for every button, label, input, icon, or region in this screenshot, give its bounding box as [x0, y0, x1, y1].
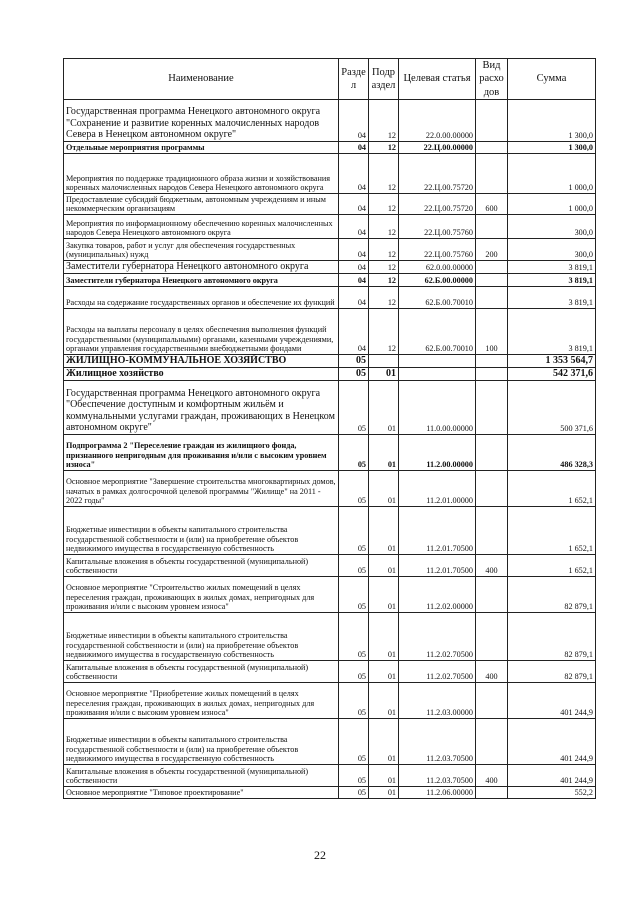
row-vid-cell — [476, 274, 508, 287]
row-vid-cell: 400 — [476, 555, 508, 577]
row-name-cell: Закупка товаров, работ и услуг для обеспечения государственных (муниципальных) нужд — [64, 239, 339, 261]
row-razdel-cell: 05 — [339, 471, 369, 507]
row-podrazdel-cell: 12 — [369, 309, 399, 355]
row-vid-cell — [476, 613, 508, 661]
row-name-cell: Предоставление субсидий бюджетным, автономным учреждениям и иным некоммерческим организациям — [64, 194, 339, 215]
table-row — [64, 309, 596, 355]
row-podrazdel-cell: 12 — [369, 239, 399, 261]
row-vid-cell — [476, 471, 508, 507]
row-sum-cell: 300,0 — [508, 239, 596, 261]
row-sum-cell: 3 819,1 — [508, 261, 596, 274]
row-name-cell: Бюджетные инвестиции в объекты капитального строительства государственной собственности и (или) на приобретение объектов недвижимого имущества в государственную собственность — [64, 613, 339, 661]
row-name-cell: Мероприятия по поддержке традиционного образа жизни и хозяйствования коренных малочисленных народов Севера Ненецкого автономного округа — [64, 154, 339, 194]
row-razdel-cell: 04 — [339, 309, 369, 355]
budget-table — [63, 58, 596, 799]
row-razdel-cell: 05 — [339, 765, 369, 787]
row-name-cell: Государственная программа Ненецкого автономного округа "Обеспечение доступным и комфортным жильём и коммунальными услугами граждан, проживающих в Ненецком автономном округе" — [64, 381, 339, 435]
row-sum-cell: 300,0 — [508, 215, 596, 239]
row-vid-cell — [476, 215, 508, 239]
row-target-cell: 22.Ц.00.75720 — [399, 194, 476, 215]
row-razdel-cell: 04 — [339, 287, 369, 309]
row-razdel-cell: 05 — [339, 787, 369, 799]
row-name-cell: Бюджетные инвестиции в объекты капитального строительства государственной собственности и (или) на приобретение объектов недвижимого имущества в государственную собственность — [64, 719, 339, 765]
page-number: 22 — [314, 848, 326, 862]
row-podrazdel-cell: 12 — [369, 100, 399, 142]
row-name-cell: Капитальные вложения в объекты государственной (муниципальной) собственности — [64, 661, 339, 683]
row-vid-cell: 400 — [476, 661, 508, 683]
header-name: Наименование — [64, 59, 339, 100]
row-sum-cell: 486 328,3 — [508, 435, 596, 471]
row-target-cell: 22.Ц.00.75760 — [399, 215, 476, 239]
row-sum-cell: 1 652,1 — [508, 507, 596, 555]
row-target-cell: 11.2.02.70500 — [399, 661, 476, 683]
row-target-cell: 62.0.00.00000 — [399, 261, 476, 274]
row-name-cell: Заместители губернатора Ненецкого автономного округа — [64, 274, 339, 287]
row-sum-cell: 1 000,0 — [508, 194, 596, 215]
table-row — [64, 613, 596, 661]
table-row — [64, 274, 596, 287]
table-row — [64, 239, 596, 261]
row-sum-cell: 401 244,9 — [508, 719, 596, 765]
row-vid-cell: 600 — [476, 194, 508, 215]
row-razdel-cell: 05 — [339, 661, 369, 683]
row-name-cell: Основное мероприятие "Завершение строительства многоквартирных домов, начатых в рамках долгосрочной целевой программы "Жилище" на 2011 - 2022 годы" — [64, 471, 339, 507]
row-vid-cell — [476, 683, 508, 719]
row-podrazdel-cell: 01 — [369, 661, 399, 683]
row-vid-cell — [476, 287, 508, 309]
row-target-cell: 11.2.02.00000 — [399, 577, 476, 613]
row-sum-cell: 82 879,1 — [508, 613, 596, 661]
table-row — [64, 381, 596, 435]
row-sum-cell: 82 879,1 — [508, 577, 596, 613]
row-target-cell: 11.0.00.00000 — [399, 381, 476, 435]
row-name-cell: Расходы на содержание государственных органов и обеспечение их функций — [64, 287, 339, 309]
row-podrazdel-cell: 12 — [369, 274, 399, 287]
row-name-cell: Расходы на выплаты персоналу в целях обеспечения выполнения функций государственными (муниципальными) органами, казенными учреждениями, органами управления государственными внебюджетными фондами — [64, 309, 339, 355]
table-row — [64, 719, 596, 765]
row-name-cell: Жилищное хозяйство — [64, 368, 339, 381]
row-razdel-cell: 05 — [339, 577, 369, 613]
row-sum-cell: 1 652,1 — [508, 555, 596, 577]
row-target-cell: 11.2.00.00000 — [399, 435, 476, 471]
row-vid-cell — [476, 100, 508, 142]
row-target-cell: 22.Ц.00.00000 — [399, 142, 476, 154]
row-podrazdel-cell: 01 — [369, 765, 399, 787]
table-row — [64, 787, 596, 799]
row-razdel-cell: 04 — [339, 274, 369, 287]
row-name-cell: Капитальные вложения в объекты государственной (муниципальной) собственности — [64, 555, 339, 577]
row-target-cell: 62.Б.00.70010 — [399, 309, 476, 355]
row-sum-cell: 401 244,9 — [508, 683, 596, 719]
header-sum: Сумма — [508, 59, 596, 100]
row-vid-cell — [476, 719, 508, 765]
row-razdel-cell: 04 — [339, 261, 369, 274]
table-row — [64, 154, 596, 194]
row-razdel-cell: 04 — [339, 194, 369, 215]
row-sum-cell: 1 300,0 — [508, 142, 596, 154]
row-name-cell: Основное мероприятие "Приобретение жилых помещений в целях переселения граждан, проживающих в жилых домах, непригодных для проживания и/или с высоким уровнем износа" — [64, 683, 339, 719]
row-target-cell — [399, 355, 476, 368]
row-target-cell — [399, 368, 476, 381]
row-razdel-cell: 05 — [339, 355, 369, 368]
table-header-row — [64, 59, 596, 100]
row-podrazdel-cell: 01 — [369, 613, 399, 661]
table-row — [64, 355, 596, 368]
table-row — [64, 507, 596, 555]
table-row — [64, 261, 596, 274]
header-target: Целевая статья — [399, 59, 476, 100]
row-target-cell: 11.2.03.00000 — [399, 683, 476, 719]
table-row — [64, 142, 596, 154]
row-name-cell: Капитальные вложения в объекты государственной (муниципальной) собственности — [64, 765, 339, 787]
row-vid-cell — [476, 381, 508, 435]
row-razdel-cell: 05 — [339, 613, 369, 661]
header-razdel: Разде л — [339, 59, 369, 100]
row-sum-cell: 500 371,6 — [508, 381, 596, 435]
row-podrazdel-cell: 12 — [369, 154, 399, 194]
row-sum-cell: 552,2 — [508, 787, 596, 799]
row-target-cell: 11.2.01.70500 — [399, 555, 476, 577]
row-name-cell: Подпрограмма 2 "Переселение граждан из жилищного фонда, признанного непригодным для проживания и/или с высоким уровнем износа" — [64, 435, 339, 471]
row-name-cell: Основное мероприятие "Строительство жилых помещений в целях переселения граждан, проживающих в жилых домах, непригодных для проживания и/или с высоким уровнем износа" — [64, 577, 339, 613]
table-row — [64, 555, 596, 577]
row-podrazdel-cell: 01 — [369, 787, 399, 799]
row-podrazdel-cell: 01 — [369, 719, 399, 765]
row-podrazdel-cell: 01 — [369, 507, 399, 555]
header-podrazdel: Подр аздел — [369, 59, 399, 100]
row-razdel-cell: 05 — [339, 381, 369, 435]
row-podrazdel-cell: 01 — [369, 683, 399, 719]
row-razdel-cell: 05 — [339, 368, 369, 381]
row-podrazdel-cell: 01 — [369, 368, 399, 381]
row-podrazdel-cell: 01 — [369, 471, 399, 507]
row-razdel-cell: 05 — [339, 435, 369, 471]
row-target-cell: 22.Ц.00.75720 — [399, 154, 476, 194]
row-razdel-cell: 05 — [339, 683, 369, 719]
row-razdel-cell: 05 — [339, 555, 369, 577]
row-razdel-cell: 05 — [339, 719, 369, 765]
table-row — [64, 194, 596, 215]
row-name-cell: Мероприятия по информационному обеспечению коренных малочисленных народов Севера Ненецкого автономного округа — [64, 215, 339, 239]
row-vid-cell — [476, 368, 508, 381]
row-target-cell: 11.2.01.00000 — [399, 471, 476, 507]
row-sum-cell: 1 000,0 — [508, 154, 596, 194]
row-name-cell: Отдельные мероприятия программы — [64, 142, 339, 154]
table-row — [64, 100, 596, 142]
row-sum-cell: 1 353 564,7 — [508, 355, 596, 368]
table-row — [64, 683, 596, 719]
row-podrazdel-cell: 01 — [369, 555, 399, 577]
table-row — [64, 471, 596, 507]
row-vid-cell — [476, 507, 508, 555]
row-vid-cell — [476, 142, 508, 154]
row-vid-cell — [476, 355, 508, 368]
header-vid: Вид расхо дов — [476, 59, 508, 100]
table-row — [64, 577, 596, 613]
row-podrazdel-cell — [369, 355, 399, 368]
row-vid-cell — [476, 261, 508, 274]
row-vid-cell: 200 — [476, 239, 508, 261]
row-vid-cell: 100 — [476, 309, 508, 355]
row-vid-cell: 400 — [476, 765, 508, 787]
table-row — [64, 765, 596, 787]
row-podrazdel-cell: 12 — [369, 215, 399, 239]
row-sum-cell: 82 879,1 — [508, 661, 596, 683]
row-target-cell: 11.2.02.70500 — [399, 613, 476, 661]
row-podrazdel-cell: 01 — [369, 381, 399, 435]
row-sum-cell: 3 819,1 — [508, 287, 596, 309]
table-row — [64, 435, 596, 471]
row-vid-cell — [476, 577, 508, 613]
row-sum-cell: 3 819,1 — [508, 309, 596, 355]
row-sum-cell: 1 300,0 — [508, 100, 596, 142]
row-target-cell: 22.Ц.00.75760 — [399, 239, 476, 261]
table-body — [64, 100, 596, 799]
row-podrazdel-cell: 12 — [369, 194, 399, 215]
row-name-cell: Основное мероприятие "Типовое проектирование" — [64, 787, 339, 799]
row-name-cell: Государственная программа Ненецкого автономного округа "Сохранение и развитие коренных малочисленных народов Севера в Ненецком автономном округе" — [64, 100, 339, 142]
row-target-cell: 62.Б.00.00000 — [399, 274, 476, 287]
row-target-cell: 22.0.00.00000 — [399, 100, 476, 142]
row-razdel-cell: 05 — [339, 507, 369, 555]
row-sum-cell: 401 244,9 — [508, 765, 596, 787]
row-podrazdel-cell: 01 — [369, 435, 399, 471]
row-target-cell: 11.2.03.70500 — [399, 765, 476, 787]
row-vid-cell — [476, 787, 508, 799]
row-sum-cell: 1 652,1 — [508, 471, 596, 507]
table-row — [64, 368, 596, 381]
row-name-cell: ЖИЛИЩНО-КОММУНАЛЬНОЕ ХОЗЯЙСТВО — [64, 355, 339, 368]
row-razdel-cell: 04 — [339, 239, 369, 261]
row-sum-cell: 3 819,1 — [508, 274, 596, 287]
row-podrazdel-cell: 01 — [369, 577, 399, 613]
row-name-cell: Бюджетные инвестиции в объекты капитального строительства государственной собственности и (или) на приобретение объектов недвижимого имущества в государственную собственность — [64, 507, 339, 555]
row-razdel-cell: 04 — [339, 215, 369, 239]
row-razdel-cell: 04 — [339, 154, 369, 194]
row-podrazdel-cell: 12 — [369, 261, 399, 274]
row-target-cell: 62.Б.00.70010 — [399, 287, 476, 309]
row-target-cell: 11.2.06.00000 — [399, 787, 476, 799]
row-sum-cell: 542 371,6 — [508, 368, 596, 381]
row-podrazdel-cell: 12 — [369, 287, 399, 309]
row-vid-cell — [476, 435, 508, 471]
row-target-cell: 11.2.03.70500 — [399, 719, 476, 765]
row-podrazdel-cell: 12 — [369, 142, 399, 154]
table-row — [64, 287, 596, 309]
row-target-cell: 11.2.01.70500 — [399, 507, 476, 555]
row-razdel-cell: 04 — [339, 142, 369, 154]
row-vid-cell — [476, 154, 508, 194]
table-row — [64, 215, 596, 239]
row-name-cell: Заместители губернатора Ненецкого автономного округа — [64, 261, 339, 274]
row-razdel-cell: 04 — [339, 100, 369, 142]
table-row — [64, 661, 596, 683]
